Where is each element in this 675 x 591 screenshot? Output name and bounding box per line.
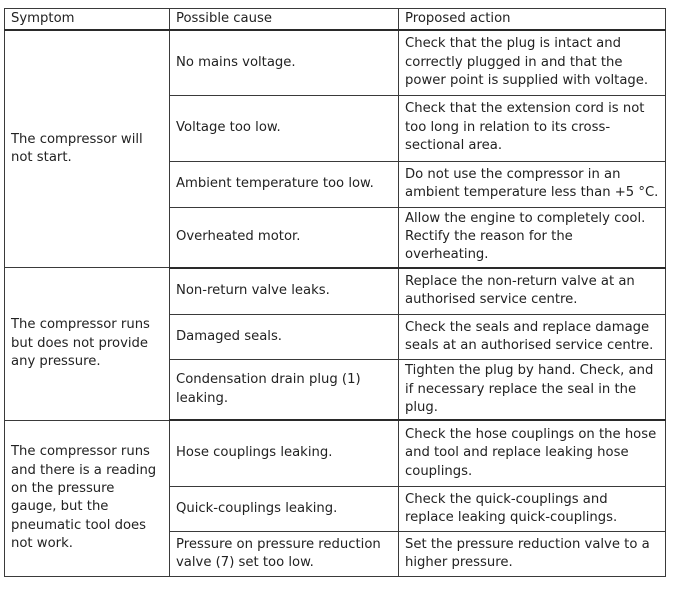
cause-cell: Quick-couplings leaking. (170, 486, 399, 531)
cause-cell: Hose couplings leaking. (170, 420, 399, 486)
table-row (5, 268, 666, 315)
action-cell: Set the pressure reduction valve to a higher pressure. (399, 531, 666, 576)
symptom-cell: The compressor runs but does not provide any pressure. (5, 268, 170, 421)
symptom-cell: The compressor runs and there is a reading on the pressure gauge, but the pneumatic tool does not work. (5, 420, 170, 576)
action-cell: Do not use the compressor in an ambient temperature less than +5 °C. (399, 161, 666, 207)
cause-cell: Overheated motor. (170, 207, 399, 268)
troubleshooting-table (4, 8, 666, 577)
table-row (5, 420, 666, 486)
cause-cell: Damaged seals. (170, 315, 399, 360)
header-symptom: Symptom (5, 9, 170, 31)
cause-cell: Voltage too low. (170, 95, 399, 161)
cause-cell: Pressure on pressure reduction valve (7) set too low. (170, 531, 399, 576)
action-cell: Check that the extension cord is not too long in relation to its cross-sectional area. (399, 95, 666, 161)
header-possible-cause: Possible cause (170, 9, 399, 31)
action-cell: Allow the engine to completely cool. Rectify the reason for the overheating. (399, 207, 666, 268)
action-cell: Check the seals and replace damage seals at an authorised service centre. (399, 315, 666, 360)
table-row (5, 30, 666, 95)
cause-cell: Non-return valve leaks. (170, 268, 399, 315)
cause-cell: Condensation drain plug (1) leaking. (170, 360, 399, 421)
action-cell: Tighten the plug by hand. Check, and if necessary replace the seal in the plug. (399, 360, 666, 421)
action-cell: Replace the non-return valve at an authorised service centre. (399, 268, 666, 315)
action-cell: Check the quick-couplings and replace leaking quick-couplings. (399, 486, 666, 531)
header-proposed-action: Proposed action (399, 9, 666, 31)
action-cell: Check the hose couplings on the hose and tool and replace leaking hose couplings. (399, 420, 666, 486)
action-cell: Check that the plug is intact and correctly plugged in and that the power point is supplied with voltage. (399, 30, 666, 95)
cause-cell: Ambient temperature too low. (170, 161, 399, 207)
symptom-cell: The compressor will not start. (5, 30, 170, 268)
troubleshooting-table-container (4, 8, 666, 577)
cause-cell: No mains voltage. (170, 30, 399, 95)
table-header-row (5, 9, 666, 31)
